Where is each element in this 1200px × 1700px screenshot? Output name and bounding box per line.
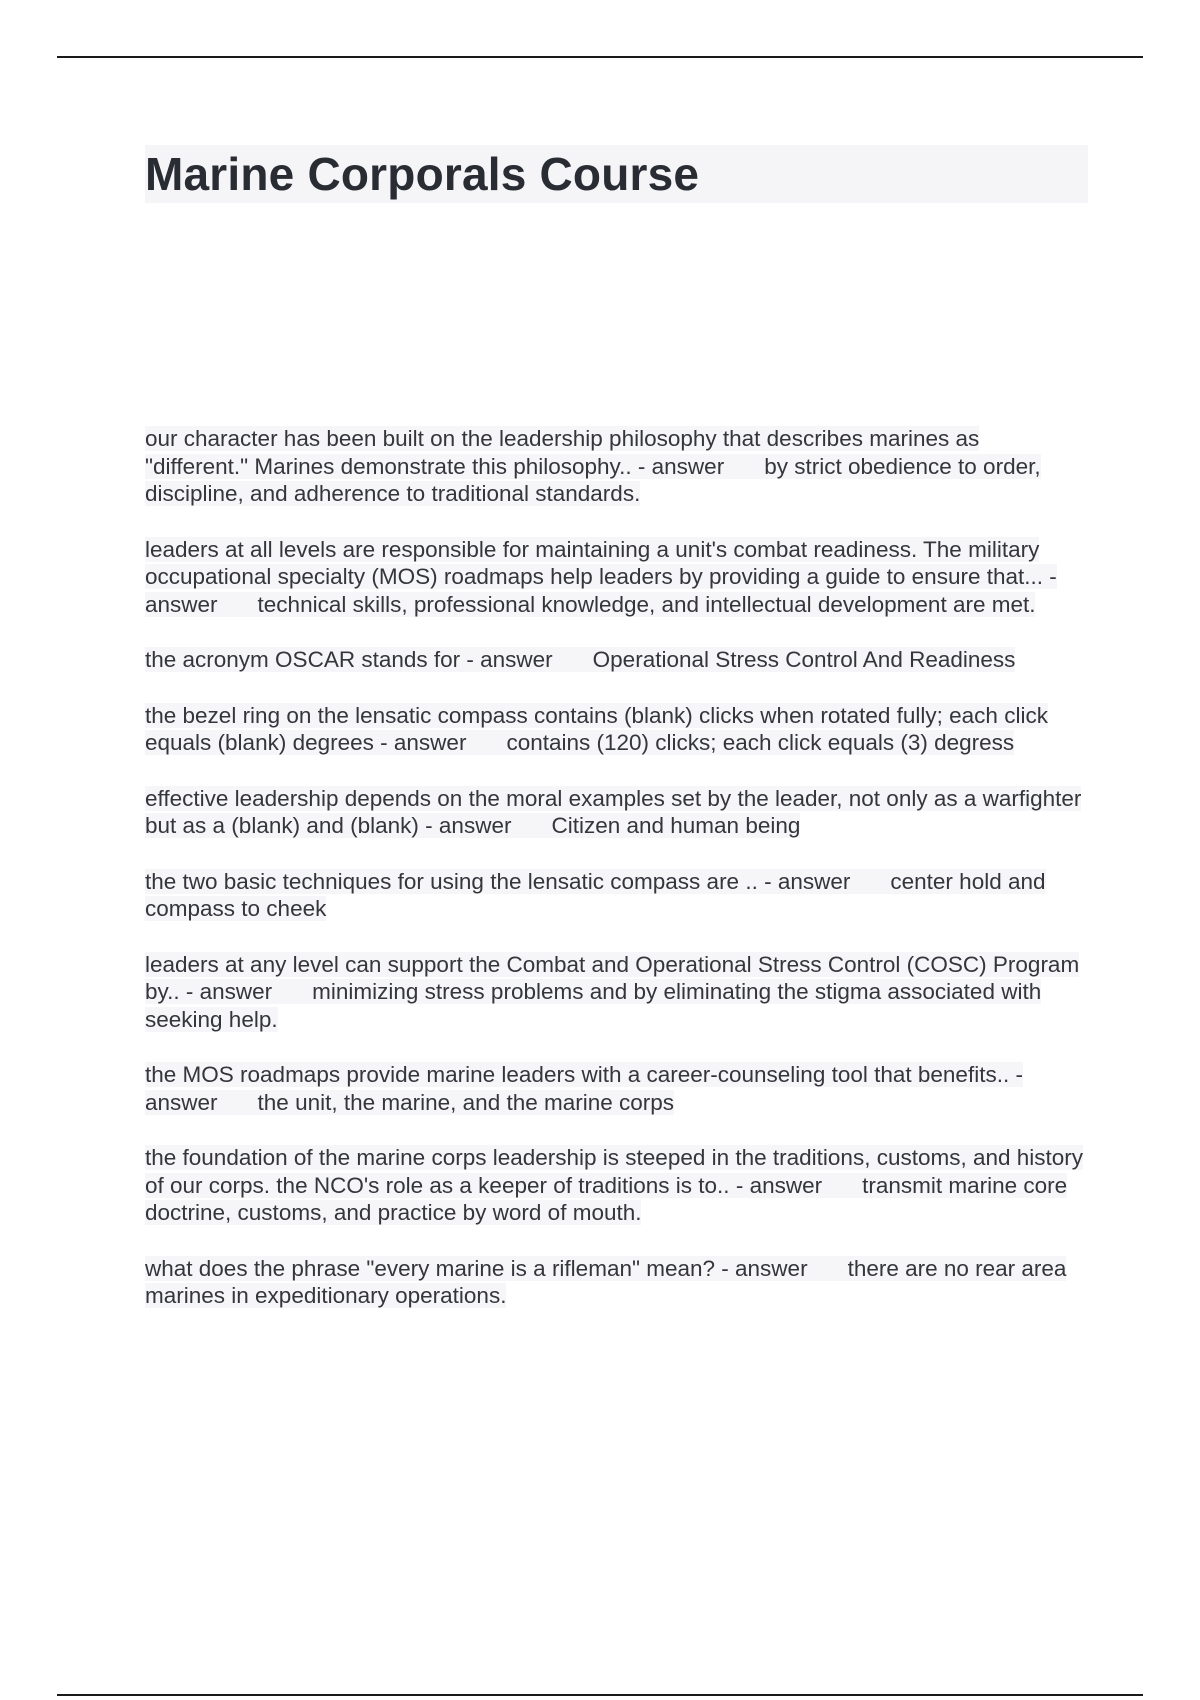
flashcard-item [145, 702, 1085, 757]
flashcard-list [145, 425, 1085, 1338]
answer-text: contains (120) clicks; each click equals (3) degress [506, 730, 1015, 755]
answer-text: Citizen and human being [551, 813, 801, 838]
question-text: leaders at any level can support the Combat and Operational Stress Control (COSC) Program by.. [145, 951, 1080, 1004]
answer-marker: - answer [185, 979, 273, 1004]
answer-text: center hold and compass to cheek [145, 868, 1046, 921]
question-text: effective leadership depends on the moral examples set by the leader, not only as a warfighter but as a (blank) and (blank) [145, 785, 1082, 838]
question-text: what does the phrase "every marine is a rifleman" mean? [145, 1255, 716, 1281]
question-text: the two basic techniques for using the lensatic compass are .. [145, 868, 758, 894]
question-text: the MOS roadmaps provide marine leaders with a career-counseling tool that benefits.. [145, 1062, 1010, 1087]
answer-marker: - answer [145, 564, 1057, 617]
flashcard-item [145, 425, 1085, 508]
answer-marker: - answer [764, 868, 851, 894]
flashcard-item [145, 536, 1085, 619]
question-text: leaders at all levels are responsible for maintaining a unit's combat readiness. The military occupational specialty (MOS) roadmaps help leaders by providing a guide to ensure that... [145, 536, 1044, 589]
answer-marker: - answer [425, 813, 512, 838]
answer-marker: - answer [637, 453, 725, 479]
answer-text: there are no rear area marines in expeditionary operations. [145, 1255, 1067, 1308]
answer-text: minimizing stress problems and by eliminating the stigma associated with seeking help. [145, 979, 1042, 1032]
flashcard-item [145, 1144, 1085, 1227]
answer-marker: - answer [466, 647, 553, 672]
answer-marker: - answer [380, 730, 467, 755]
answer-text: Operational Stress Control And Readiness [592, 647, 1016, 672]
flashcard-item [145, 868, 1085, 923]
flashcard-item [145, 1255, 1085, 1310]
flashcard-item [145, 1061, 1085, 1116]
top-divider [57, 56, 1143, 58]
answer-text: by strict obedience to order, discipline, and adherence to traditional standards. [145, 453, 1041, 506]
question-text: the foundation of the marine corps leadership is steeped in the traditions, customs, and history of our corps. the NCO's role as a keeper of traditions is to.. [145, 1145, 1084, 1198]
flashcard-item [145, 785, 1085, 840]
answer-marker: - answer [721, 1255, 808, 1281]
question-text: our character has been built on the leadership philosophy that describes marines as "different." Marines demonstrate this philosophy.. [145, 426, 980, 479]
answer-text: technical skills, professional knowledge, and intellectual development are met. [257, 591, 1036, 617]
bottom-divider [57, 1694, 1143, 1696]
question-text: the bezel ring on the lensatic compass contains (blank) clicks when rotated fully; each click equals (blank) degrees [145, 702, 1048, 755]
answer-marker: - answer [145, 1062, 1023, 1115]
flashcard-item [145, 646, 1085, 674]
page-title: Marine Corporals Course [145, 148, 700, 200]
question-text: the acronym OSCAR stands for [145, 647, 461, 672]
answer-text: the unit, the marine, and the marine corps [257, 1089, 675, 1115]
flashcard-item [145, 951, 1085, 1034]
answer-marker: - answer [735, 1172, 823, 1198]
answer-text: transmit marine core doctrine, customs, and practice by word of mouth. [145, 1172, 1068, 1225]
